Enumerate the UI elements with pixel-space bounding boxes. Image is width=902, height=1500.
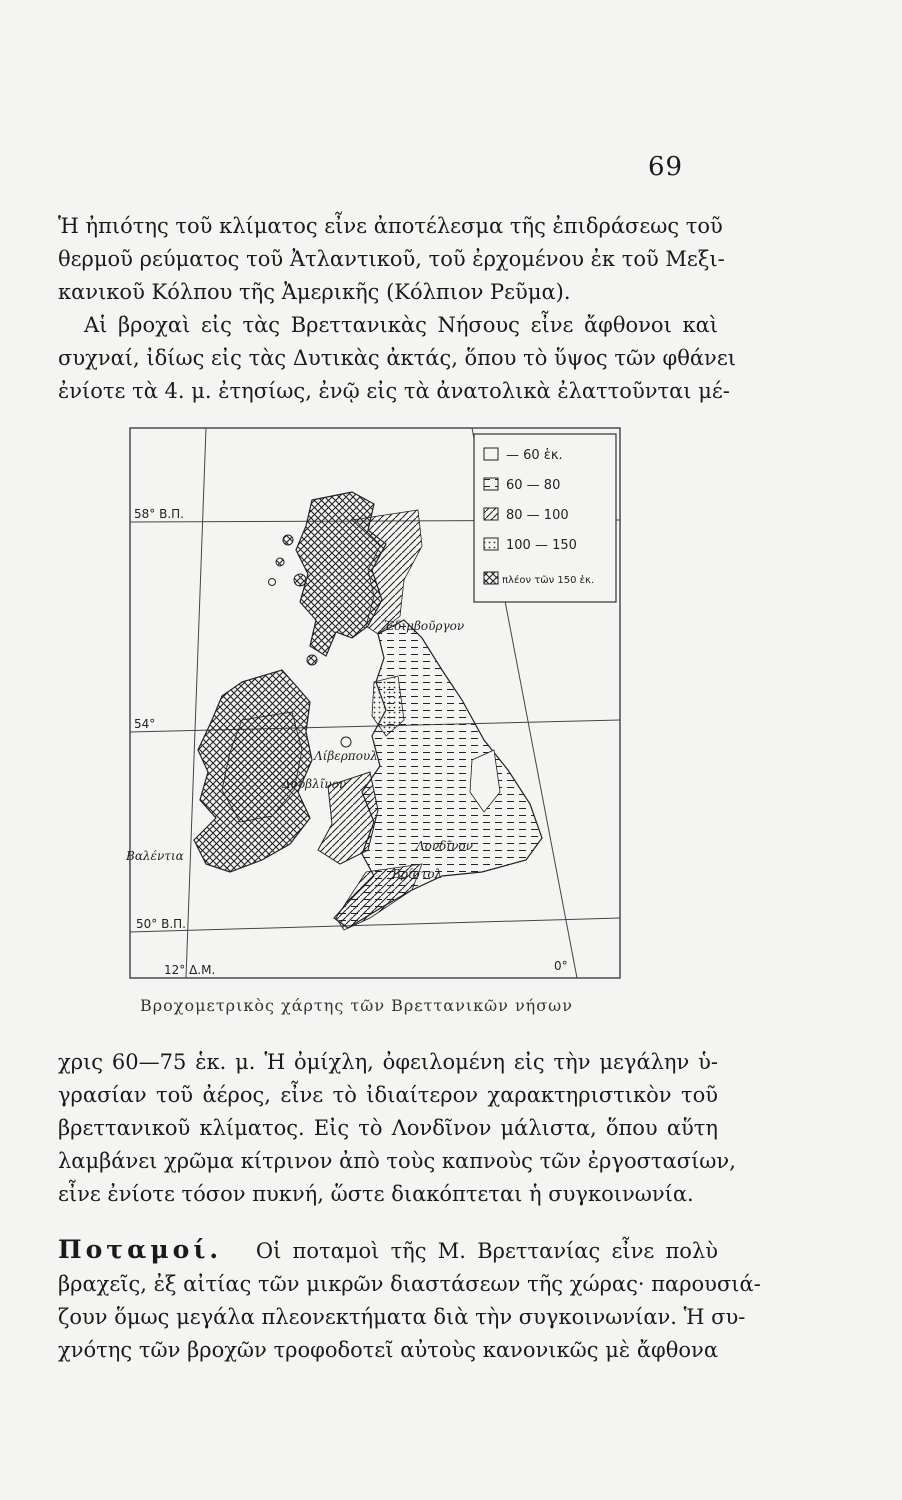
rainfall-map-svg [122, 420, 627, 985]
longitude-label-12: 12° Δ.Μ. [164, 963, 216, 977]
legend-label: 80 — 100 [506, 508, 569, 523]
place-label-valentia: Βαλέντια [126, 849, 184, 863]
text-line: Αἱ βροχαὶ εἰς τὰς Βρεττανικὰς Νήσους εἶνε ἄφθονοι καὶ [84, 313, 718, 337]
latitude-label-58: 58° Β.Π. [134, 507, 184, 521]
text-line: χρις 60—75 ἑκ. μ. Ἡ ὀμίχλη, ὀφειλομένη εἰς τὴν μεγάλην ὑ- [58, 1050, 718, 1074]
text-line: βρεττανικοῦ κλίματος. Εἰς τὸ Λονδῖνον μάλιστα, ὅπου αὕτη [58, 1116, 718, 1140]
legend-swatch-dashes [484, 478, 498, 490]
hebrides-island [269, 579, 276, 586]
top-paragraph [58, 210, 736, 408]
legend-label: πλέον τῶν 150 ἑκ. [502, 575, 595, 586]
bottom-paragraph [58, 1046, 761, 1367]
latitude-label-54: 54° [134, 717, 156, 731]
legend-swatch-diagonal [484, 508, 498, 520]
text-line: θερμοῦ ρεύματος τοῦ Ἀτλαντικοῦ, τοῦ ἐρχομένου ἐκ τοῦ Μεξι- [58, 247, 725, 271]
text-line: ἐνίοτε τὰ 4. μ. ἐτησίως, ἐνῷ εἰς τὰ ἀνατολικὰ ἐλαττοῦνται μέ- [58, 379, 730, 403]
text-line: κανικοῦ Κόλπου τῆς Ἀμερικῆς (Κόλπιον Ρεῦμα). [58, 280, 571, 304]
map-caption: Βροχομετρικὸς χάρτης τῶν Βρεττανικῶν νήσων [140, 996, 573, 1015]
latitude-label-50: 50° Β.Π. [136, 917, 186, 931]
text-line: βραχεῖς, ἐξ αἰτίας τῶν μικρῶν διαστάσεων τῆς χώρας· παρουσιά- [58, 1272, 761, 1296]
text-line: συχναί, ἰδίως εἰς τὰς Δυτικὰς ἀκτάς, ὅπου τὸ ὕψος τῶν φθάνει [58, 346, 736, 370]
longitude-line-12 [186, 428, 206, 978]
isle-of-man [341, 737, 351, 747]
text-line: γρασίαν τοῦ ἀέρος, εἶνε τὸ ἰδιαίτερον χαρακτηριστικὸν τοῦ [58, 1083, 718, 1107]
place-label-london: Λονδῖνον [416, 839, 473, 853]
hebrides-island [294, 574, 306, 586]
islay-island [307, 655, 317, 665]
latitude-line-50 [130, 918, 620, 932]
text-line: Ἡ ἠπιότης τοῦ κλίματος εἶνε ἀποτέλεσμα τῆς ἐπιδράσεως τοῦ [58, 214, 723, 238]
hebrides-island [276, 558, 284, 566]
section-first-line [58, 1233, 718, 1268]
legend-swatch-crosshatch [484, 572, 498, 584]
place-label-bristol: Βρίστολ [392, 867, 443, 881]
place-label-edinburgh: Ἐδιμβοῦργον [384, 619, 465, 633]
hebrides-island [283, 535, 293, 545]
legend-label: — 60 ἑκ. [506, 448, 563, 463]
place-label-dublin: Δουβλῖνον [282, 777, 347, 791]
page-number: 69 [648, 152, 684, 182]
text-line: χνότης τῶν βροχῶν τροφοδοτεῖ αὐτοὺς κανονικῶς μὲ ἄφθονα [58, 1338, 718, 1362]
longitude-label-0: 0° [554, 959, 568, 973]
legend-label: 60 — 80 [506, 478, 561, 493]
text-line: εἶνε ἐνίοτε τόσον πυκνή, ὥστε διακόπτεται ἡ συγκοινωνία. [58, 1182, 694, 1206]
text-line: λαμβάνει χρῶμα κίτρινον ἀπὸ τοὺς καπνοὺς τῶν ἐργοστασίων, [58, 1149, 736, 1173]
rainfall-map [122, 420, 627, 985]
section-first-line-text: Οἱ ποταμοὶ τῆς Μ. Βρεττανίας εἶνε πολὺ [255, 1239, 718, 1263]
section-heading: Ποταμοί. [58, 1235, 223, 1264]
text-line: ζουν ὅμως μεγάλα πλεονεκτήματα διὰ τὴν συγκοινωνίαν. Ἡ συ- [58, 1305, 746, 1329]
legend-swatch-blank [484, 448, 498, 460]
legend-swatch-dots [484, 538, 498, 550]
legend-label: 100 — 150 [506, 538, 577, 553]
place-label-liverpool: Λίβερπουλ [314, 749, 378, 763]
